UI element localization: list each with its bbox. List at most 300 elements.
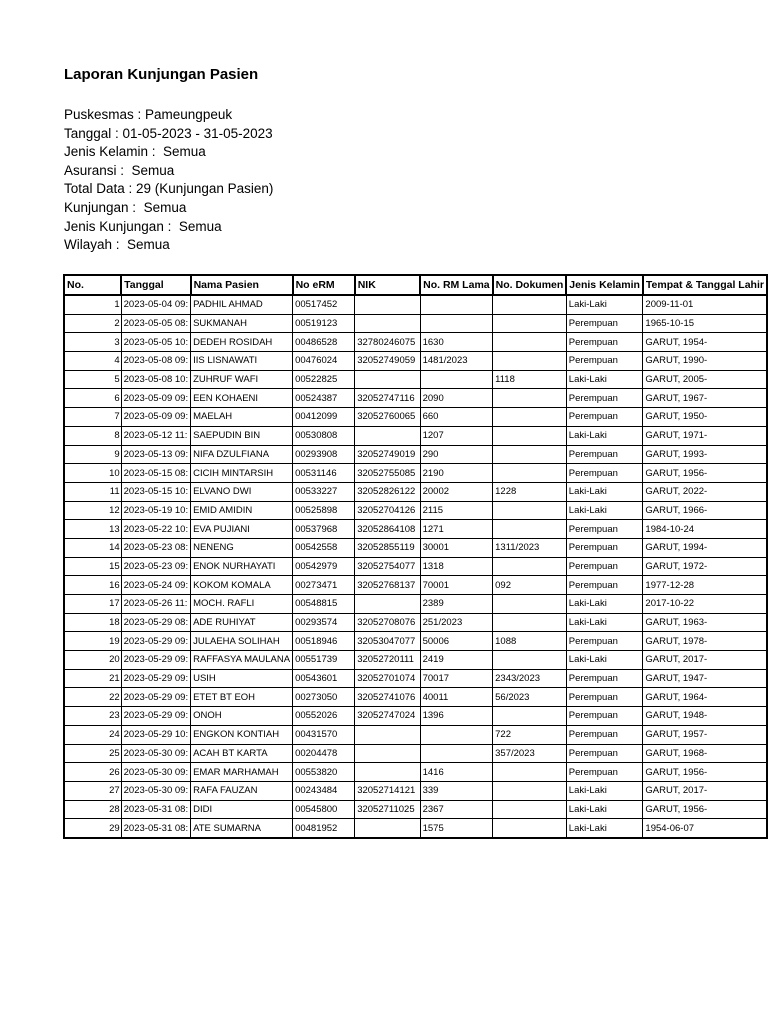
cell-no: 22 [64, 688, 121, 707]
cell-tanggal: 2023-05-29 09: [121, 707, 190, 726]
cell-tempat-tanggal-lahir: GARUT, 2017- [643, 781, 767, 800]
cell-no-dokumen [493, 707, 567, 726]
cell-nik: 32052704126 [355, 501, 420, 520]
table-row [64, 557, 767, 576]
cell-nik: 32052749019 [355, 445, 420, 464]
cell-tanggal: 2023-05-31 08: [121, 819, 190, 838]
cell-jenis-kelamin: Laki-Laki [566, 800, 643, 819]
cell-nik [355, 595, 420, 614]
cell-nama-pasien: USIH [191, 669, 293, 688]
cell-no-rm-lama [420, 314, 493, 333]
cell-no-rm-lama: 30001 [420, 538, 493, 557]
cell-tanggal: 2023-05-12 11: [121, 426, 190, 445]
cell-nik: 32052714121 [355, 781, 420, 800]
cell-nama-pasien: ONOH [191, 707, 293, 726]
cell-tanggal: 2023-05-30 09: [121, 781, 190, 800]
cell-tempat-tanggal-lahir: GARUT, 1950- [643, 408, 767, 427]
cell-no-rm-lama: 70017 [420, 669, 493, 688]
cell-tempat-tanggal-lahir: 2009-11-01 [643, 295, 767, 314]
cell-tanggal: 2023-05-29 08: [121, 613, 190, 632]
cell-no-erm: 00551739 [293, 651, 355, 670]
cell-no: 24 [64, 725, 121, 744]
cell-jenis-kelamin: Perempuan [566, 464, 643, 483]
cell-tempat-tanggal-lahir: 2017-10-22 [643, 595, 767, 614]
cell-no-erm: 00537968 [293, 520, 355, 539]
cell-no-erm: 00542558 [293, 538, 355, 557]
cell-jenis-kelamin: Perempuan [566, 389, 643, 408]
cell-jenis-kelamin: Laki-Laki [566, 651, 643, 670]
cell-no-rm-lama: 251/2023 [420, 613, 493, 632]
cell-nama-pasien: EMID AMIDIN [191, 501, 293, 520]
cell-nama-pasien: ADE RUHIYAT [191, 613, 293, 632]
cell-no-dokumen [493, 781, 567, 800]
cell-jenis-kelamin: Perempuan [566, 763, 643, 782]
table-row [64, 426, 767, 445]
cell-no: 13 [64, 520, 121, 539]
cell-no-erm: 00522825 [293, 370, 355, 389]
cell-no-erm: 00431570 [293, 725, 355, 744]
table-row [64, 576, 767, 595]
meta-puskesmas: Puskesmas : Pameungpeuk [64, 107, 233, 122]
cell-no-erm: 00486528 [293, 333, 355, 352]
cell-jenis-kelamin: Perempuan [566, 557, 643, 576]
visit-table [63, 274, 768, 839]
cell-jenis-kelamin: Perempuan [566, 632, 643, 651]
cell-nama-pasien: SAEPUDIN BIN [191, 426, 293, 445]
cell-nik: 32052864108 [355, 520, 420, 539]
cell-no-dokumen: 1088 [493, 632, 567, 651]
table-row [64, 520, 767, 539]
cell-no-rm-lama: 2367 [420, 800, 493, 819]
table-row [64, 389, 767, 408]
cell-nama-pasien: NIFA DZULFIANA [191, 445, 293, 464]
cell-no-erm: 00204478 [293, 744, 355, 763]
cell-no-dokumen [493, 651, 567, 670]
cell-no-rm-lama: 2090 [420, 389, 493, 408]
cell-no-rm-lama: 290 [420, 445, 493, 464]
cell-tempat-tanggal-lahir: GARUT, 2017- [643, 651, 767, 670]
cell-no: 16 [64, 576, 121, 595]
cell-nama-pasien: EEN KOHAENI [191, 389, 293, 408]
cell-jenis-kelamin: Perempuan [566, 707, 643, 726]
cell-tanggal: 2023-05-29 09: [121, 688, 190, 707]
cell-tempat-tanggal-lahir: GARUT, 1978- [643, 632, 767, 651]
cell-no: 29 [64, 819, 121, 838]
cell-no: 14 [64, 538, 121, 557]
cell-tanggal: 2023-05-08 09: [121, 352, 190, 371]
cell-no-erm: 00243484 [293, 781, 355, 800]
table-row [64, 688, 767, 707]
cell-jenis-kelamin: Laki-Laki [566, 819, 643, 838]
cell-no: 4 [64, 352, 121, 371]
cell-nik: 32052826122 [355, 482, 420, 501]
cell-tempat-tanggal-lahir: 1954-06-07 [643, 819, 767, 838]
cell-no-rm-lama: 50006 [420, 632, 493, 651]
cell-no-rm-lama: 20002 [420, 482, 493, 501]
cell-tempat-tanggal-lahir: GARUT, 1957- [643, 725, 767, 744]
cell-no-rm-lama: 1481/2023 [420, 352, 493, 371]
cell-tanggal: 2023-05-05 10: [121, 333, 190, 352]
cell-nama-pasien: ACAH BT KARTA [191, 744, 293, 763]
cell-tanggal: 2023-05-29 09: [121, 651, 190, 670]
table-row [64, 464, 767, 483]
col-header-tanggal: Tanggal [121, 275, 190, 295]
col-header-nama-pasien: Nama Pasien [191, 275, 293, 295]
meta-kunjungan: Kunjungan : Semua [64, 199, 187, 215]
cell-tanggal: 2023-05-15 10: [121, 482, 190, 501]
cell-jenis-kelamin: Laki-Laki [566, 370, 643, 389]
table-row [64, 800, 767, 819]
cell-nama-pasien: NENENG [191, 538, 293, 557]
meta-total-data: Total Data : 29 (Kunjungan Pasien) [64, 181, 274, 197]
cell-nik: 32052711025 [355, 800, 420, 819]
cell-tempat-tanggal-lahir: GARUT, 1956- [643, 800, 767, 819]
cell-no-erm: 00476024 [293, 352, 355, 371]
cell-tempat-tanggal-lahir: GARUT, 1968- [643, 744, 767, 763]
cell-nik: 32052749059 [355, 352, 420, 371]
cell-no-rm-lama: 1318 [420, 557, 493, 576]
cell-nik: 32052760065 [355, 408, 420, 427]
table-row [64, 314, 767, 333]
cell-tempat-tanggal-lahir: 1965-10-15 [643, 314, 767, 333]
cell-no-dokumen: 56/2023 [493, 688, 567, 707]
table-row [64, 669, 767, 688]
cell-tempat-tanggal-lahir: GARUT, 1964- [643, 688, 767, 707]
cell-no-erm: 00518946 [293, 632, 355, 651]
cell-no-erm: 00517452 [293, 295, 355, 314]
cell-nik: 32780246075 [355, 333, 420, 352]
report-title: Laporan Kunjungan Pasien [64, 66, 259, 83]
cell-nik [355, 819, 420, 838]
cell-tanggal: 2023-05-23 08: [121, 538, 190, 557]
cell-no-erm: 00531146 [293, 464, 355, 483]
cell-no-dokumen [493, 445, 567, 464]
cell-nik: 32052741076 [355, 688, 420, 707]
cell-tanggal: 2023-05-24 09: [121, 576, 190, 595]
cell-no-dokumen [493, 613, 567, 632]
cell-no-rm-lama: 40011 [420, 688, 493, 707]
cell-nama-pasien: DIDI [191, 800, 293, 819]
cell-nama-pasien: KOKOM KOMALA [191, 576, 293, 595]
table-row [64, 781, 767, 800]
cell-no-rm-lama: 1396 [420, 707, 493, 726]
cell-nik: 32052754077 [355, 557, 420, 576]
table-row [64, 613, 767, 632]
meta-tanggal: Tanggal : 01-05-2023 - 31-05-2023 [64, 125, 273, 141]
cell-no: 25 [64, 744, 121, 763]
cell-no: 23 [64, 707, 121, 726]
cell-no-erm: 00273050 [293, 688, 355, 707]
cell-no-rm-lama: 2419 [420, 651, 493, 670]
cell-no-erm: 00293574 [293, 613, 355, 632]
cell-no-rm-lama: 1575 [420, 819, 493, 838]
cell-nama-pasien: MOCH. RAFLI [191, 595, 293, 614]
col-header-no: No. [64, 275, 121, 295]
cell-nama-pasien: CICIH MINTARSIH [191, 464, 293, 483]
cell-no-dokumen [493, 426, 567, 445]
cell-no-dokumen [493, 333, 567, 352]
cell-nik [355, 763, 420, 782]
cell-no-dokumen: 1228 [493, 482, 567, 501]
cell-no-dokumen [493, 763, 567, 782]
meta-asuransi: Asuransi : Semua [64, 162, 175, 178]
cell-jenis-kelamin: Perempuan [566, 314, 643, 333]
cell-nama-pasien: ZUHRUF WAFI [191, 370, 293, 389]
cell-nama-pasien: JULAEHA SOLIHAH [191, 632, 293, 651]
cell-nama-pasien: ENGKON KONTIAH [191, 725, 293, 744]
cell-nama-pasien: ENOK NURHAYATI [191, 557, 293, 576]
cell-nik: 32052708076 [355, 613, 420, 632]
cell-no-dokumen: 722 [493, 725, 567, 744]
cell-no-dokumen [493, 520, 567, 539]
cell-no: 28 [64, 800, 121, 819]
col-header-jenis-kelamin: Jenis Kelamin [566, 275, 643, 295]
cell-no: 26 [64, 763, 121, 782]
cell-no: 6 [64, 389, 121, 408]
cell-tempat-tanggal-lahir: 1984-10-24 [643, 520, 767, 539]
cell-nama-pasien: MAELAH [191, 408, 293, 427]
cell-tempat-tanggal-lahir: 1977-12-28 [643, 576, 767, 595]
cell-no-erm: 00530808 [293, 426, 355, 445]
cell-no-rm-lama [420, 370, 493, 389]
table-row [64, 295, 767, 314]
cell-no-erm: 00548815 [293, 595, 355, 614]
cell-nama-pasien: EVA PUJIANI [191, 520, 293, 539]
cell-no: 11 [64, 482, 121, 501]
table-row [64, 538, 767, 557]
cell-tempat-tanggal-lahir: GARUT, 1993- [643, 445, 767, 464]
table-row [64, 595, 767, 614]
cell-no-erm: 00519123 [293, 314, 355, 333]
meta-jenis-kelamin: Jenis Kelamin : Semua [64, 144, 206, 160]
cell-tanggal: 2023-05-29 10: [121, 725, 190, 744]
cell-no-dokumen: 1118 [493, 370, 567, 389]
cell-jenis-kelamin: Perempuan [566, 744, 643, 763]
cell-nik: 32053047077 [355, 632, 420, 651]
cell-nik: 32052747024 [355, 707, 420, 726]
cell-jenis-kelamin: Perempuan [566, 669, 643, 688]
cell-no-dokumen [493, 408, 567, 427]
cell-no-dokumen: 357/2023 [493, 744, 567, 763]
table-row [64, 725, 767, 744]
cell-no: 18 [64, 613, 121, 632]
cell-no-erm: 00481952 [293, 819, 355, 838]
cell-tempat-tanggal-lahir: GARUT, 1990- [643, 352, 767, 371]
cell-tempat-tanggal-lahir: GARUT, 1963- [643, 613, 767, 632]
cell-no-rm-lama [420, 725, 493, 744]
table-row [64, 819, 767, 838]
cell-tempat-tanggal-lahir: GARUT, 1994- [643, 538, 767, 557]
cell-no: 5 [64, 370, 121, 389]
cell-nama-pasien: IIS LISNAWATI [191, 352, 293, 371]
cell-nik: 32052701074 [355, 669, 420, 688]
cell-tanggal: 2023-05-13 09: [121, 445, 190, 464]
cell-no-erm: 00552026 [293, 707, 355, 726]
col-header-tempat-tanggal-lahir: Tempat & Tanggal Lahir [643, 275, 767, 295]
cell-tempat-tanggal-lahir: GARUT, 1966- [643, 501, 767, 520]
cell-no: 17 [64, 595, 121, 614]
cell-no: 2 [64, 314, 121, 333]
cell-nama-pasien: EMAR MARHAMAH [191, 763, 293, 782]
cell-no: 10 [64, 464, 121, 483]
cell-no: 9 [64, 445, 121, 464]
cell-jenis-kelamin: Laki-Laki [566, 295, 643, 314]
cell-no: 21 [64, 669, 121, 688]
cell-jenis-kelamin: Laki-Laki [566, 482, 643, 501]
cell-tempat-tanggal-lahir: GARUT, 2022- [643, 482, 767, 501]
cell-nik [355, 725, 420, 744]
cell-no: 27 [64, 781, 121, 800]
cell-tanggal: 2023-05-29 09: [121, 669, 190, 688]
cell-tempat-tanggal-lahir: GARUT, 1956- [643, 464, 767, 483]
cell-no-rm-lama: 1207 [420, 426, 493, 445]
table-row [64, 352, 767, 371]
cell-tanggal: 2023-05-30 09: [121, 763, 190, 782]
cell-jenis-kelamin: Perempuan [566, 333, 643, 352]
cell-tempat-tanggal-lahir: GARUT, 2005- [643, 370, 767, 389]
table-body [64, 295, 767, 838]
cell-tanggal: 2023-05-19 10: [121, 501, 190, 520]
cell-no-dokumen: 1311/2023 [493, 538, 567, 557]
cell-no-dokumen: 092 [493, 576, 567, 595]
cell-nama-pasien: ELVANO DWI [191, 482, 293, 501]
cell-no-erm: 00553820 [293, 763, 355, 782]
cell-no: 8 [64, 426, 121, 445]
cell-no-dokumen [493, 314, 567, 333]
table-row [64, 370, 767, 389]
meta-jenis-kunjungan: Jenis Kunjungan : Semua [64, 218, 222, 234]
cell-tanggal: 2023-05-09 09: [121, 408, 190, 427]
cell-tempat-tanggal-lahir: GARUT, 1947- [643, 669, 767, 688]
cell-nama-pasien: RAFFASYA MAULANA [191, 651, 293, 670]
cell-jenis-kelamin: Laki-Laki [566, 501, 643, 520]
cell-no-rm-lama: 1416 [420, 763, 493, 782]
table-row [64, 482, 767, 501]
cell-nik [355, 370, 420, 389]
cell-tanggal: 2023-05-22 10: [121, 520, 190, 539]
cell-no-erm: 00545800 [293, 800, 355, 819]
cell-tanggal: 2023-05-04 09: [121, 295, 190, 314]
cell-tempat-tanggal-lahir: GARUT, 1948- [643, 707, 767, 726]
table-row [64, 632, 767, 651]
cell-nama-pasien: RAFA FAUZAN [191, 781, 293, 800]
cell-no-dokumen [493, 501, 567, 520]
cell-no-erm: 00525898 [293, 501, 355, 520]
cell-no-dokumen: 2343/2023 [493, 669, 567, 688]
cell-no-dokumen [493, 595, 567, 614]
cell-nik: 32052768137 [355, 576, 420, 595]
cell-jenis-kelamin: Perempuan [566, 352, 643, 371]
table-row [64, 707, 767, 726]
cell-no-dokumen [493, 352, 567, 371]
table-row [64, 445, 767, 464]
cell-tanggal: 2023-05-15 08: [121, 464, 190, 483]
cell-no-dokumen [493, 464, 567, 483]
cell-nama-pasien: ATE SUMARNA [191, 819, 293, 838]
cell-tempat-tanggal-lahir: GARUT, 1956- [643, 763, 767, 782]
cell-jenis-kelamin: Laki-Laki [566, 781, 643, 800]
cell-nik [355, 295, 420, 314]
cell-no-rm-lama: 70001 [420, 576, 493, 595]
cell-tempat-tanggal-lahir: GARUT, 1967- [643, 389, 767, 408]
report-meta [64, 106, 273, 255]
cell-tanggal: 2023-05-05 08: [121, 314, 190, 333]
col-header-no-erm: No eRM [293, 275, 355, 295]
cell-no: 1 [64, 295, 121, 314]
table-row [64, 501, 767, 520]
table-row [64, 333, 767, 352]
cell-no-erm: 00273471 [293, 576, 355, 595]
cell-no-rm-lama: 2190 [420, 464, 493, 483]
table-row [64, 408, 767, 427]
cell-no-erm: 00542979 [293, 557, 355, 576]
cell-jenis-kelamin: Perempuan [566, 576, 643, 595]
cell-tempat-tanggal-lahir: GARUT, 1972- [643, 557, 767, 576]
cell-jenis-kelamin: Laki-Laki [566, 613, 643, 632]
cell-no: 7 [64, 408, 121, 427]
cell-tanggal: 2023-05-23 09: [121, 557, 190, 576]
table-row [64, 763, 767, 782]
cell-no-rm-lama [420, 295, 493, 314]
cell-no: 3 [64, 333, 121, 352]
cell-no-rm-lama [420, 744, 493, 763]
cell-tempat-tanggal-lahir: GARUT, 1971- [643, 426, 767, 445]
cell-nama-pasien: PADHIL AHMAD [191, 295, 293, 314]
cell-no: 19 [64, 632, 121, 651]
cell-jenis-kelamin: Perempuan [566, 725, 643, 744]
table-row [64, 744, 767, 763]
cell-no-erm: 00412099 [293, 408, 355, 427]
cell-no-erm: 00524387 [293, 389, 355, 408]
cell-no-rm-lama: 2389 [420, 595, 493, 614]
cell-no-rm-lama: 1630 [420, 333, 493, 352]
cell-tanggal: 2023-05-26 11: [121, 595, 190, 614]
cell-jenis-kelamin: Perempuan [566, 520, 643, 539]
cell-tanggal: 2023-05-31 08: [121, 800, 190, 819]
cell-no-rm-lama: 339 [420, 781, 493, 800]
cell-jenis-kelamin: Perempuan [566, 538, 643, 557]
cell-no-dokumen [493, 800, 567, 819]
cell-nik: 32052855119 [355, 538, 420, 557]
table-row [64, 651, 767, 670]
cell-no-dokumen [493, 295, 567, 314]
cell-no-rm-lama: 1271 [420, 520, 493, 539]
cell-no-erm: 00533227 [293, 482, 355, 501]
cell-nik [355, 426, 420, 445]
cell-nama-pasien: SUKMANAH [191, 314, 293, 333]
cell-no-dokumen [493, 557, 567, 576]
cell-nik: 32052747116 [355, 389, 420, 408]
cell-tempat-tanggal-lahir: GARUT, 1954- [643, 333, 767, 352]
cell-no-rm-lama: 2115 [420, 501, 493, 520]
cell-no-erm: 00543601 [293, 669, 355, 688]
cell-nama-pasien: ETET BT EOH [191, 688, 293, 707]
cell-no-dokumen [493, 819, 567, 838]
cell-tanggal: 2023-05-29 09: [121, 632, 190, 651]
cell-nik [355, 744, 420, 763]
cell-no-dokumen [493, 389, 567, 408]
cell-tanggal: 2023-05-09 09: [121, 389, 190, 408]
col-header-no-rm-lama: No. RM Lama [420, 275, 493, 295]
cell-jenis-kelamin: Perempuan [566, 445, 643, 464]
cell-jenis-kelamin: Perempuan [566, 408, 643, 427]
meta-wilayah: Wilayah : Semua [64, 237, 170, 253]
cell-tanggal: 2023-05-08 10: [121, 370, 190, 389]
cell-nama-pasien: DEDEH ROSIDAH [191, 333, 293, 352]
cell-jenis-kelamin: Perempuan [566, 688, 643, 707]
col-header-no-dokumen: No. Dokumen [493, 275, 567, 295]
cell-no-rm-lama: 660 [420, 408, 493, 427]
